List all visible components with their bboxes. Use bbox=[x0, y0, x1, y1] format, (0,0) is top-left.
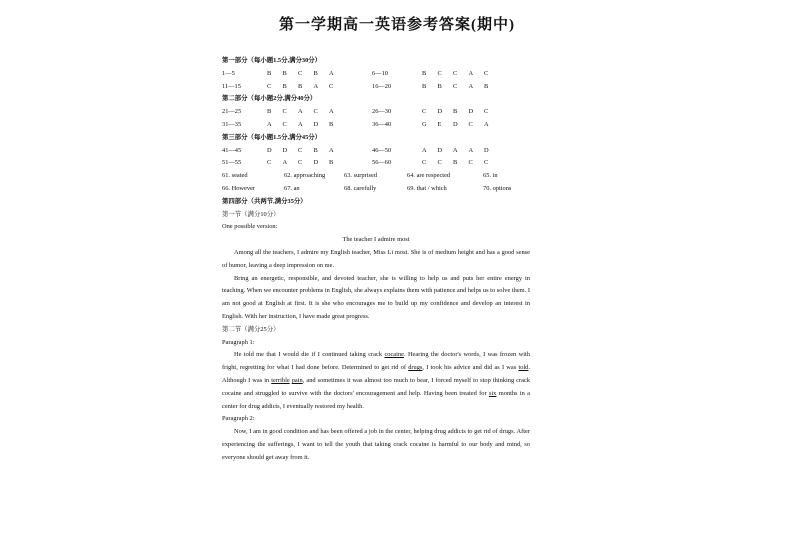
section1-label: 第一节（满分10分） bbox=[222, 210, 280, 218]
answer-letter: D bbox=[313, 159, 319, 167]
section2-label: 第二节（满分25分） bbox=[222, 325, 280, 333]
answer-letter: A bbox=[267, 120, 272, 128]
answer-letter: C bbox=[453, 69, 458, 77]
story-underline: cocaine bbox=[384, 351, 404, 359]
answer-letter: C bbox=[267, 159, 272, 167]
answer-letter: A bbox=[298, 108, 303, 116]
fill-answer: 69. that / which bbox=[407, 184, 447, 192]
answer-letter: D bbox=[453, 120, 458, 128]
answer-letter: C bbox=[267, 82, 272, 90]
story-paragraph-1 bbox=[222, 349, 530, 413]
answer-row bbox=[222, 145, 530, 158]
fill-answer: 68. carefully bbox=[344, 184, 377, 192]
answer-content bbox=[222, 55, 530, 465]
question-range: 36—40 bbox=[372, 120, 392, 128]
answer-letter: C bbox=[468, 120, 473, 128]
answer-letter: B bbox=[329, 159, 334, 167]
answer-letter: B bbox=[267, 108, 272, 116]
essay-paragraph-2: Bring an energetic, responsible, and devoted teacher, she is willing to help us and puts her entire energy in teaching. When we encounter problems in English, she always explains them with patience and helps us to solve them. I am not good at English at first. It is she who encourages me to build up my confidence and develop an interest in English. With her instruction, I have made great progress. bbox=[222, 274, 530, 320]
answer-letter: C bbox=[313, 108, 318, 116]
answer-letter: C bbox=[484, 69, 489, 77]
answer-letter: E bbox=[437, 120, 442, 128]
answer-letter: A bbox=[313, 82, 319, 90]
answer-letter: A bbox=[468, 69, 474, 77]
answer-letter: A bbox=[329, 108, 334, 116]
fill-answer: 62. approaching bbox=[284, 172, 326, 180]
answer-letter: A bbox=[468, 82, 474, 90]
fill-row bbox=[222, 170, 530, 183]
answer-letter: C bbox=[484, 108, 489, 116]
answer-letter: B bbox=[267, 69, 272, 77]
story-text: . Although I was in bbox=[222, 364, 530, 384]
question-range: 31—35 bbox=[222, 120, 242, 128]
answer-letter: C bbox=[484, 159, 489, 167]
answer-letter: B bbox=[298, 82, 303, 90]
fill-answer: 61. seated bbox=[222, 172, 248, 180]
paragraph2-label: Paragraph 2: bbox=[222, 415, 255, 423]
answer-letter: D bbox=[437, 146, 443, 154]
answer-letter: A bbox=[329, 146, 334, 154]
answer-letter: A bbox=[468, 146, 474, 154]
answer-letter: G bbox=[422, 120, 427, 128]
paragraph1-label: Paragraph 1: bbox=[222, 338, 255, 346]
story-text: . Hearing the doctor's words, I was frozen with fright, regretting for what I had done before. Determined to get rid of bbox=[222, 351, 531, 372]
answer-letter: C bbox=[422, 108, 427, 116]
answer-letter: C bbox=[453, 82, 458, 90]
answer-letter: B bbox=[282, 69, 287, 77]
answer-letter: A bbox=[422, 146, 427, 154]
answer-letter: B bbox=[437, 82, 442, 90]
question-range: 16—20 bbox=[372, 82, 392, 90]
answer-letter: B bbox=[313, 69, 318, 77]
story-underline: pain bbox=[291, 376, 303, 384]
answer-letter: B bbox=[282, 82, 287, 90]
essay-title: The teacher I admire most bbox=[342, 236, 410, 244]
story-underline: terrible bbox=[271, 376, 290, 384]
question-range: 46—50 bbox=[372, 146, 392, 154]
story-text: months in a center for drug addicts, I eventually restored my health. bbox=[222, 389, 530, 410]
answer-letter: B bbox=[422, 69, 427, 77]
question-range: 1—5 bbox=[222, 69, 235, 77]
question-range: 51—55 bbox=[222, 159, 242, 167]
answer-letter: C bbox=[329, 82, 334, 90]
answer-letter: D bbox=[437, 108, 443, 116]
fill-row bbox=[222, 183, 530, 196]
answer-letter: A bbox=[484, 120, 489, 128]
question-range: 11—15 bbox=[222, 82, 241, 90]
answer-row bbox=[222, 106, 530, 119]
answer-row bbox=[222, 157, 530, 170]
answer-letter: D bbox=[282, 146, 288, 154]
answer-letter: C bbox=[298, 69, 303, 77]
answer-letter: D bbox=[267, 146, 272, 154]
answer-row bbox=[222, 81, 530, 94]
question-range: 56—60 bbox=[372, 159, 392, 167]
story-underline: six bbox=[488, 389, 497, 397]
part1-header: 第一部分（每小题1.5分,满分30分） bbox=[222, 57, 322, 64]
question-range: 21—25 bbox=[222, 108, 242, 116]
answer-letter: B bbox=[484, 82, 489, 90]
answer-letter: D bbox=[468, 108, 474, 116]
story-text: He told me that I would die if I continued taking crack bbox=[234, 351, 385, 359]
story-underline: told bbox=[518, 364, 529, 372]
part4-header: 第四部分（共两节,满分35分） bbox=[222, 197, 307, 205]
page-title: 第一学期高一英语参考答案(期中) bbox=[279, 17, 515, 33]
question-range: 6—10 bbox=[372, 69, 388, 77]
fill-answer: 65. in bbox=[483, 172, 498, 180]
answer-letter: B bbox=[453, 108, 458, 116]
part3-header: 第三部分（每小题1.5分,满分45分） bbox=[222, 133, 322, 141]
part2-header: 第二部分（每小题2分,满分40分） bbox=[222, 95, 317, 103]
story-text: , and sometimes it was almost too much to bear, I forced myself to stop thinking crack cocaine and struggled to survive with the doctors' encouragement and help. Having been treated for bbox=[222, 376, 530, 397]
answer-letter: D bbox=[313, 120, 319, 128]
answer-letter: A bbox=[453, 146, 458, 154]
story-paragraph-2: Now, I am in good condition and has been offered a job in the center, helping drug addicts to get rid of drugs. After experiencing the sufferings, I want to tell the youth that taking crack cocaine is harmful to our body and mind, so everyone should get away from it. bbox=[222, 428, 530, 461]
fill-answer: 70. options bbox=[483, 184, 512, 192]
fill-answer: 66. However bbox=[222, 184, 256, 192]
version-label: One possible version: bbox=[222, 223, 278, 231]
answer-letter: C bbox=[437, 69, 442, 77]
answer-letter: B bbox=[422, 82, 427, 90]
answer-letter: A bbox=[298, 120, 303, 128]
answer-letter: C bbox=[298, 146, 303, 154]
answer-letter: D bbox=[484, 146, 489, 154]
answer-letter: B bbox=[453, 159, 458, 167]
question-range: 41—45 bbox=[222, 146, 242, 154]
answer-letter: A bbox=[329, 69, 334, 77]
answer-letter: C bbox=[282, 108, 287, 116]
story-text: , I took his advice and did as I was bbox=[422, 364, 519, 372]
answer-letter: B bbox=[313, 146, 318, 154]
answer-letter: C bbox=[437, 159, 442, 167]
answer-letter: C bbox=[468, 159, 473, 167]
question-range: 26—30 bbox=[372, 108, 392, 116]
answer-letter: C bbox=[282, 120, 287, 128]
fill-answer: 64. are respected bbox=[407, 172, 451, 180]
answer-row bbox=[222, 119, 530, 132]
fill-answer: 63. surprised bbox=[344, 172, 378, 180]
fill-answer: 67. an bbox=[284, 184, 300, 192]
story-underline: drugs bbox=[408, 364, 423, 372]
answer-letter: B bbox=[329, 120, 334, 128]
essay-paragraph-1: Among all the teachers, I admire my English teacher, Miss Li most. She is of medium height and has a good sense of humor, leaving a deep impression on me. bbox=[222, 248, 530, 269]
answer-letter: C bbox=[422, 159, 427, 167]
answer-row bbox=[222, 68, 530, 81]
answer-letter: C bbox=[298, 159, 303, 167]
answer-letter: A bbox=[282, 159, 288, 167]
